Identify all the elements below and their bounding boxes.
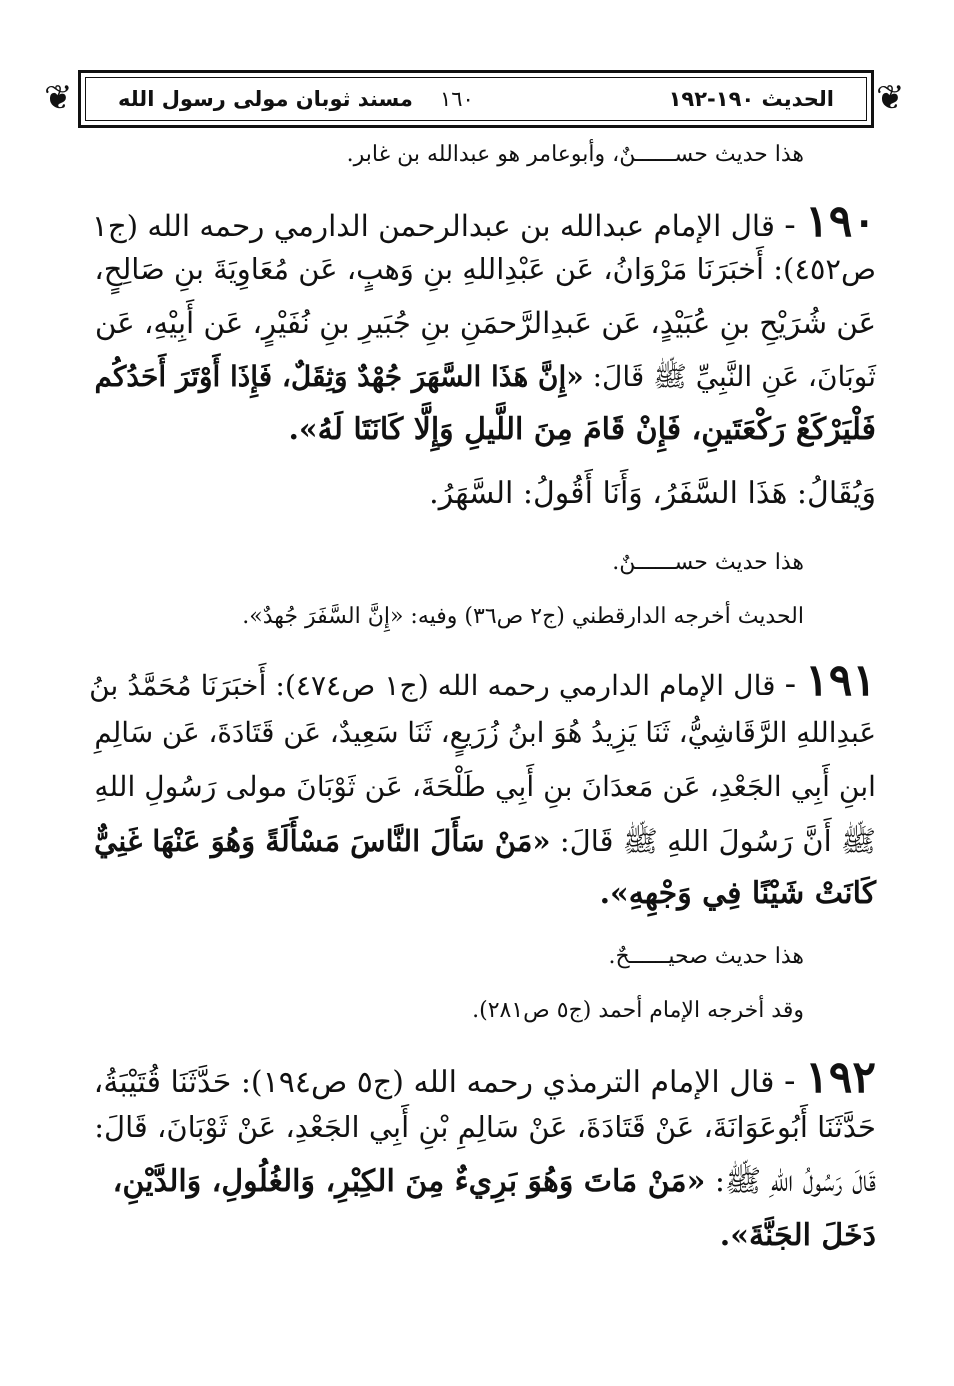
isnad-text: ثَوبَانَ، عَنِ النَّبِيِّ ﷺ قَالَ: — [592, 360, 876, 393]
grading-line: هذا حديث صحيــــــحٌ. — [608, 944, 804, 969]
hadith-number: ١٩٠ — [805, 196, 876, 247]
matn-line: كَانَتْ شَيْنًا فِي وَجْهِهِ». — [599, 876, 876, 911]
grading-line: هذا حديث حســــــنٌ، وأبوعامر هو عبدالله بن غابر. — [346, 142, 804, 167]
hadith-number: ١٩٢ — [805, 1052, 876, 1103]
isnad-line: ابنِ أَبِي الجَعْدِ، عَن مَعدَانَ بنِ أَبِي طَلْحَةَ، عَن ثَوْبَانَ مولى رَسُولِ اللهِ — [94, 770, 876, 803]
header-hadith-range: الحديث ١٩٠-١٩٢ — [668, 87, 834, 111]
takhrij-line: الحديث أخرجه الدارقطني (ج٢ ص٣٦) وفيه: «إِنَّ السَّفَرَ جُهدٌ». — [242, 604, 804, 629]
hadith-dash: - — [784, 1061, 796, 1101]
grading-line: هذا حديث حســــــنٌ. — [612, 550, 804, 575]
ornament-right-icon: ❦ — [876, 78, 905, 118]
hadith-191-heading — [89, 655, 876, 708]
matn-text: «مَنْ مَاتَ وَهُوَ بَرِيءٌ مِنَ الكِبْرِ، وَالغُلُولِ، وَالدَّيْنِ، — [112, 1164, 706, 1199]
commentary-line: وَيُقَالُ: هَذَا السَّفَرُ، وَأَنَا أَقُولُ: السَّهَرُ. — [429, 476, 876, 511]
header-book-section: مسند ثوبان مولى رسول الله — [118, 87, 413, 111]
isnad-text: قال الإمام عبدالله بن عبدالرحمن الدارمي رحمه الله (ج١ — [91, 209, 775, 243]
matn-text: «مَنْ سَأَلَ النَّاسَ مَسْأَلَةً وَهُوَ عَنْهَا غَنِيٌّ — [93, 824, 551, 858]
matn-line — [94, 824, 876, 859]
ornament-left-icon: ❦ — [44, 78, 73, 118]
hadith-192-heading — [94, 1052, 876, 1105]
hadith-dash: - — [784, 205, 796, 245]
hadith-190-heading — [92, 196, 876, 249]
isnad-line: عَن شُرَيْحِ بنِ عُبَيْدٍ، عَن عَبدِالرَّحمَنِ بنِ جُبَيرِ بنِ نُفَيْرٍ، عَن أَبِيْهِ، عَن — [94, 306, 876, 340]
matn-line: فَلْيَرْكَعْ رَكْعَتَينِ، فَإِنْ قَامَ مِنَ اللَّيلِ وَإِلَّا كَانَتَا لَهُ». — [288, 412, 876, 447]
page-number: ١٦٠ — [440, 87, 474, 111]
isnad-text: قال الإمام الترمذي رحمه الله (ج٥ ص١٩٤): حَدَّثَنَا قُتَيْبَةُ، — [93, 1065, 775, 1100]
isnad-line: ص٤٥٢): أَخبَرَنَا مَرْوَانُ، عَن عَبْدِاللهِ بنِ وَهبٍ، عَن مُعَاوِيَةَ بنِ صَالِحٍ، — [94, 252, 876, 286]
hadith-number: ١٩١ — [805, 655, 876, 706]
isnad-text: ﷺ أَنَّ رَسُولَ اللهِ ﷺ قَالَ: — [559, 824, 876, 858]
hadith-dash: - — [784, 664, 797, 704]
matn-line — [113, 1164, 876, 1200]
matn-text: «إِنَّ هَذَا السَّهَرَ جُهْدٌ وَثِقَلٌ، فَإِذَا أَوْتَرَ أَحَدُكُم — [94, 360, 584, 393]
isnad-text: قَالَ رَسُولُ اللهِ ﷺ: — [714, 1164, 876, 1199]
matn-line: دَخَلَ الجَنَّةَ». — [719, 1218, 876, 1253]
isnad-line: حَدَّثَنَا أَبُوعَوَانَةَ، عَنْ قَتَادَةَ، عَنْ سَالِمِ بْنِ أَبِي الجَعْدِ، عَنْ ثَوْبَانَ، قَالَ: — [94, 1110, 876, 1144]
takhrij-line: وقد أخرجه الإمام أحمد (ج٥ ص٢٨١). — [472, 998, 804, 1023]
matn-line — [94, 360, 876, 394]
isnad-line: عَبدِاللهِ الرَّقَاشِيُّ، ثَنَا يَزِيدُ هُوَ ابنُ زُرَيعٍ، ثَنَا سَعِيدٌ، عَن قَتَادَةَ، عَن سَالِمِ — [94, 716, 876, 749]
isnad-text: قال الإمام الدارمي رحمه الله (ج١ ص٤٧٤): أَخبَرَنَا مُحَمَّدُ بنُ — [89, 669, 776, 702]
